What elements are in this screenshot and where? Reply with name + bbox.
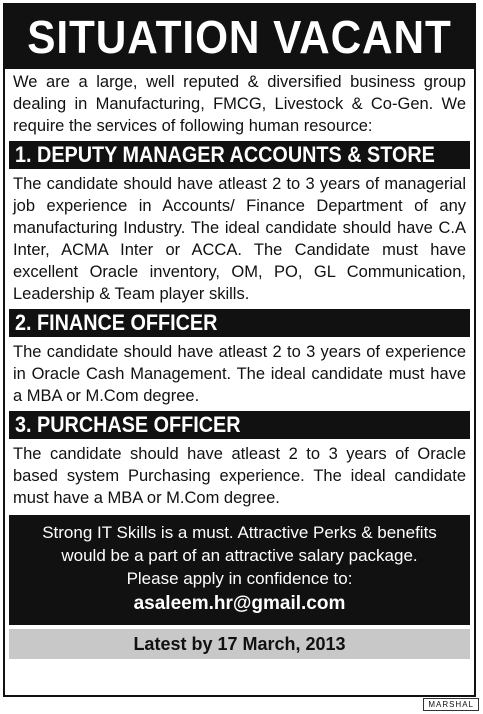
application-info — [9, 515, 470, 625]
position-description-3: The candidate should have atleast 2 to 3 years of Oracle based system Purchasing experience. The ideal candidate must have a MBA or M.Com degree. — [13, 445, 466, 507]
position-description-2: The candidate should have atleast 2 to 3 years of experience in Oracle Cash Management. The ideal candidate must have a MBA or M.Com degree. — [13, 343, 466, 405]
position-description-1: The candidate should have atleast 2 to 3 years of managerial job experience in Accounts/ Finance Department of any manufacturing Industry. The ideal candidate should have C.A Inter, ACMA Inter or ACCA. The Candidate must have excellent Oracle inventory, OM, PO, GL Communication, Leadership & Team player skills. — [13, 175, 466, 303]
position-title: 3. PURCHASE OFFICER — [15, 412, 241, 437]
contact-email[interactable]: asaleem.hr@gmail.com — [133, 593, 346, 614]
position-heading-3 — [9, 411, 470, 439]
deadline-bar: Latest by 17 March, 2013 — [9, 629, 470, 659]
ad-title: SITUATION VACANT — [24, 5, 455, 69]
requirements-line-2: would be a part of an attractive salary package. — [61, 546, 418, 565]
requirements-line-1: Strong IT Skills is a must. Attractive Perks & benefits — [42, 523, 437, 542]
agency-logo: MARSHAL — [423, 698, 479, 711]
position-title: 1. DEPUTY MANAGER ACCOUNTS & STORE — [15, 142, 435, 167]
title-banner — [5, 5, 474, 69]
position-heading-2 — [9, 309, 470, 337]
intro-text: We are a large, well reputed & diversified business group dealing in Manufacturing, FMCG, Livestock & Co-Gen. We require the services of following human resource: — [13, 73, 466, 135]
job-advertisement — [3, 3, 476, 697]
apply-instruction: Please apply in confidence to: — [126, 569, 353, 588]
position-heading-1 — [9, 141, 470, 169]
position-title: 2. FINANCE OFFICER — [15, 310, 218, 335]
